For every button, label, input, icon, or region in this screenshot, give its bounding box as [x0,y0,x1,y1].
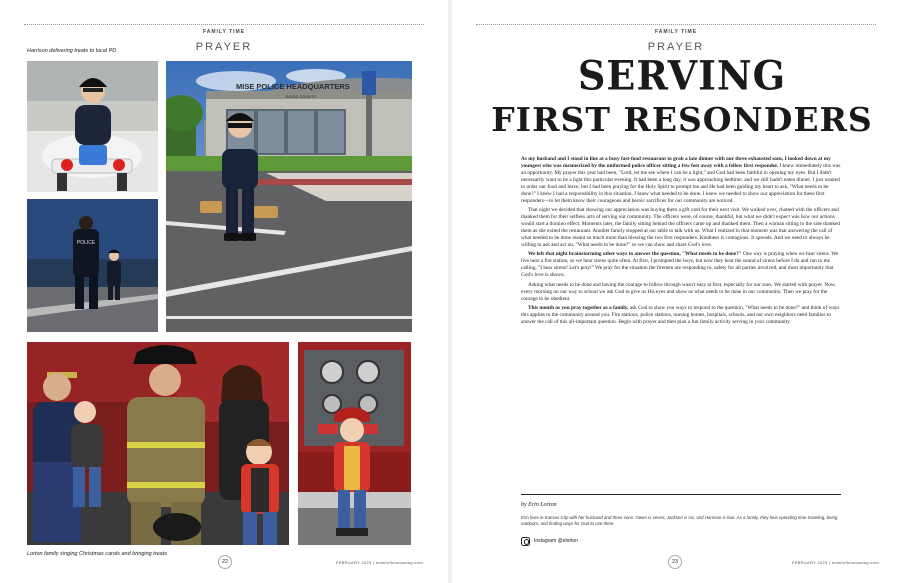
building-sign: MISE POLICE HEADQUARTERS [236,82,350,91]
photo-fire-truck [298,342,411,545]
left-page [0,0,448,583]
section-name: PRAYER [195,41,253,53]
instagram-label: Instagram @elorton [534,538,578,544]
instagram-handle[interactable] [521,535,578,547]
section-tag: FAMILY TIME [647,29,705,35]
photo-officer-walking [27,199,158,332]
article-paragraph [521,282,841,303]
article-title-line-2: FIRST RESONDERS [491,100,873,139]
byline-rule [521,494,841,495]
paragraph-text: That night we decided that showing our appreciation was buying them a gift card for their next visit. We walked over, chatted with the officers and thanked them for their selfless acts of serving our community. The officers were, of course, thankful, but what we didn't expect was how our actions would start a domino effect. Moments later, the family sitting behind the officers came up and thanked them. Then a woman sitting to the side thanked them as she exited the restaurant. Another family stopped at our table to talk with us. What I realized in that moment was that answering the call of what needed to be done meant so much more than blessing the two first responders. Kindness is contagious. It spreads. And we need to always be willing to ask and act on, "What needs to be done?" so we can show and share God's love. [521,207,840,248]
section-tag: FAMILY TIME [195,29,253,35]
author-byline: by Erin Lorton [521,502,557,508]
paragraph-lead: We left that night brainstorming other ways to answer the question, "What needs to be done?" [528,251,742,258]
photo-caption-bottom: Lorton family singing Christmas carols and bringing treats [27,551,168,557]
footer-credit-right: FEBRUARY 2023 | homeoffmomsmag.com [792,560,879,565]
page-number-left: 22 [218,555,232,569]
article-paragraph [521,305,841,326]
building-sign-sub: BOISE COUNTY [286,94,317,99]
article-paragraph [521,207,841,249]
right-section-header [476,20,876,53]
paragraph-lead: As my husband and I stood in line at a busy fast-food restaurant to grab a late dinner with our three exhausted sons, I looked down at my youngest who was mesmerized by the uniformed police officer sitting a few feet away with a fellow first responder. [521,156,831,169]
paragraph-text: ask God to show you ways to respond to the question, "What needs to be done?" and think of ways this applies to the community around you. Fire stations, police stations, nursing homes, hospitals, schools, and our own neighbors need families to answer the call of this all-important question. Begin with prayer and then plan a fun family activity serving in your community. [521,305,840,325]
photo-police-headquarters [166,61,412,332]
right-page [452,0,900,583]
photo-caption-top: Harrison delivering treats to local PD [27,48,117,54]
photo-family-firefighter [27,342,289,545]
section-name: PRAYER [647,41,705,53]
article-body [521,156,841,328]
article-title-line-1: SERVING [577,51,787,100]
header-rule [24,24,424,25]
page-number-right: 23 [668,555,682,569]
instagram-icon [521,537,530,546]
article-paragraph [521,156,841,205]
author-bio: Erin lives in Kansas City with her husband and three sons. Owen is seven, Jackson is six, and Harrison is four. As a family, they love spending time traveling, being outdoors, and finding ways for God to use them. [521,515,838,526]
paragraph-lead: This month as you pray together as a family, [528,305,629,312]
paragraph-text: One way is praying when we hear sirens. We live near a fire station, so we hear sirens quite often. At first, I prompted the boys, but now they hear the sound of sirens before I do and run to me calling, "I hear sirens! Let's pray!" We pray for the situation the firemen are responding to, safety for all parties involved, and most importantly that God's love is shown. [521,251,839,279]
photo-motorcycle [27,61,158,192]
article-paragraph [521,251,841,279]
paragraph-text: Asking what needs to be done and having the courage to follow through wasn't easy at first, especially for our sons. We started with prayer. Now, every morning on our way to school we ask God to give us His eyes and show us what needs to be done in our community. Then we pray for the courage to be obedient. [521,281,836,302]
paragraph-text: I knew immediately this was an opportunity. My prayer this year had been, "Lord, let me see where I can be a light," and God had been faithful in opening my eyes. But I didn't necessarily want to be a light this particular evening. It had been a long day, it was approaching bedtime, and we still hadn't eaten dinner. I just wanted to order our food and leave, but I had been praying for the Holy Spirit to prompt me and He had been guiding my heart to ask, "What needs to be done?" I knew I had a responsibility in this situation. I knew what needed to be done. I knew we needed to show our appreciation for these first responders—to let them know their courageous and heroic sacrifices for our community are noticed. [521,162,841,204]
header-rule [476,24,876,25]
footer-credit-left: FEBRUARY 2023 | homeoffmomsmag.com [336,560,423,565]
vest-text: POLICE [76,240,96,246]
